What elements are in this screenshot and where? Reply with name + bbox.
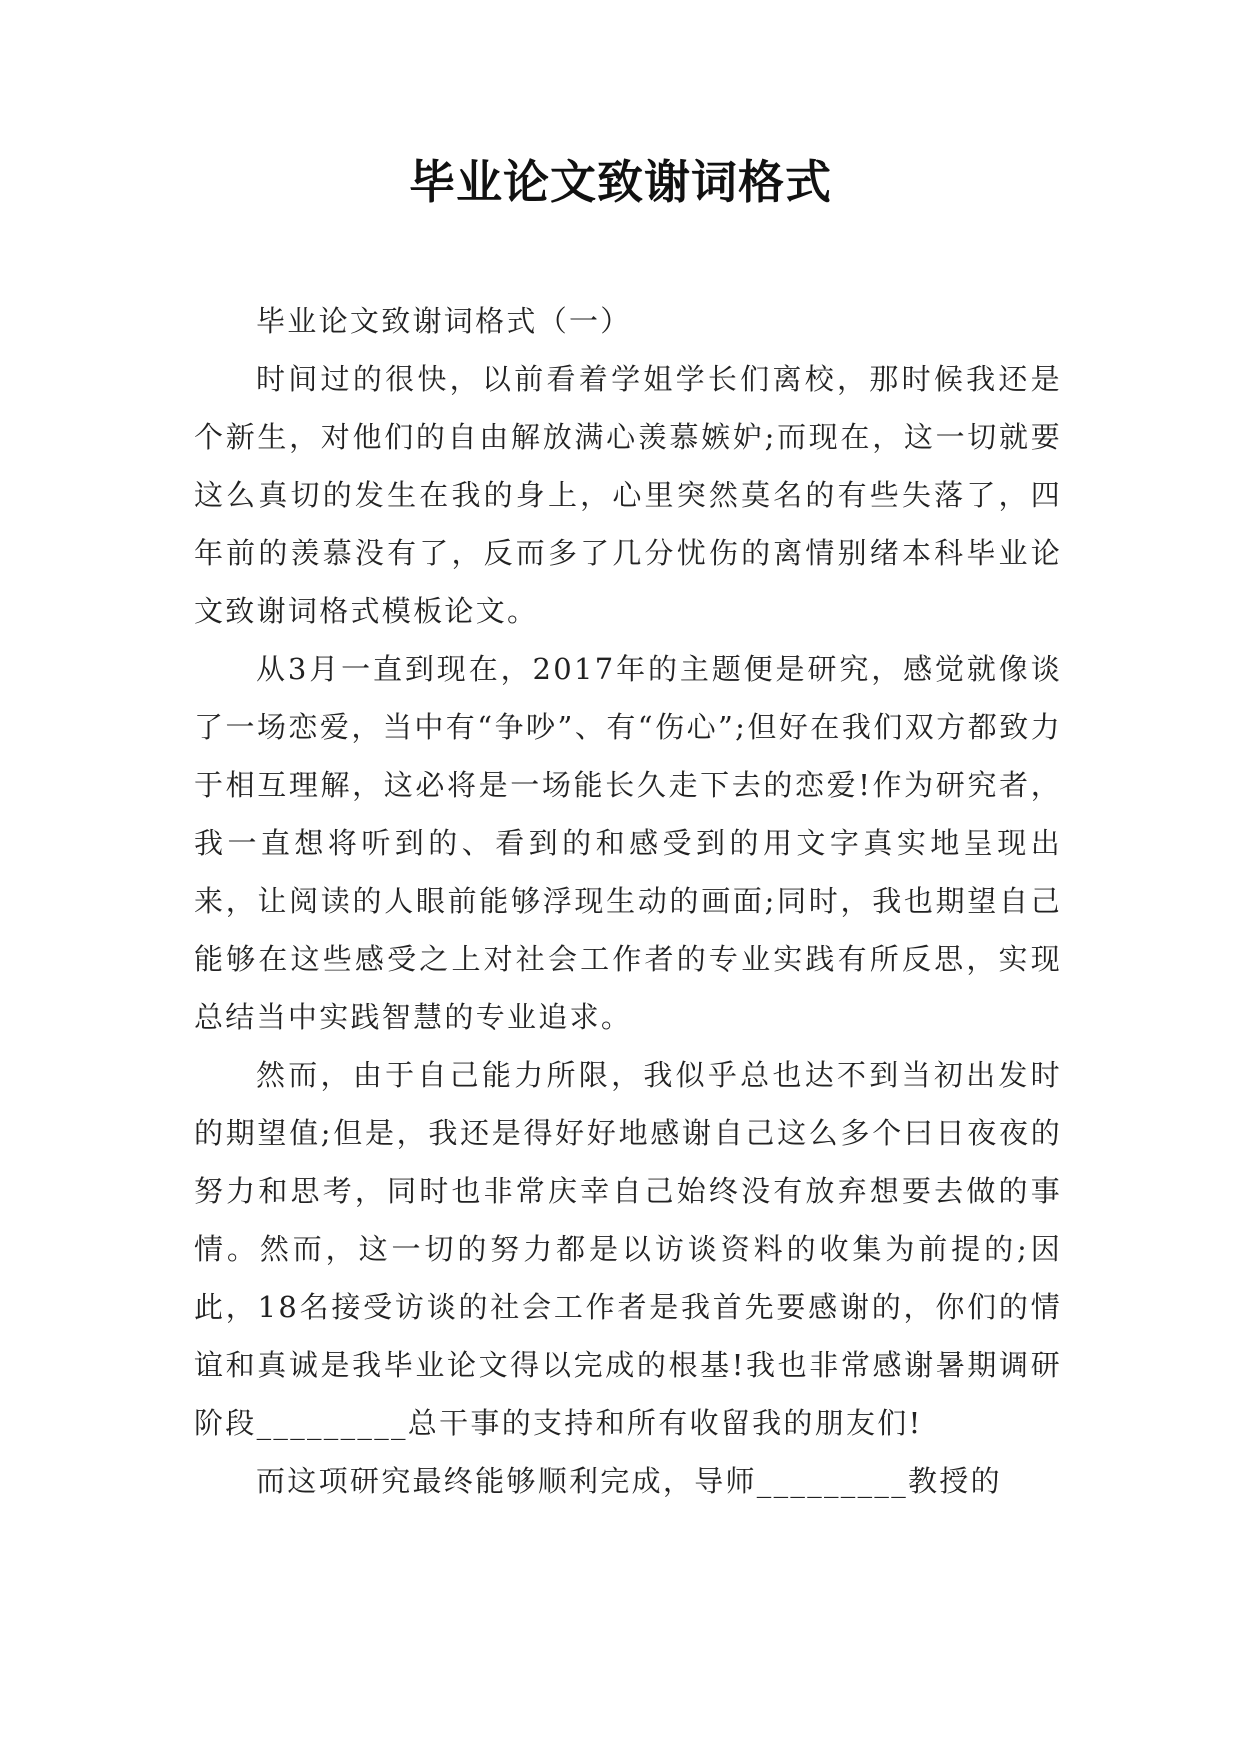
paragraph-heading: 毕业论文致谢词格式（一） — [256, 304, 632, 338]
document-title: 毕业论文致谢词格式 — [409, 155, 832, 209]
paragraph: 而这项研究最终能够顺利完成，导师_________教授的 — [256, 1464, 1002, 1498]
paragraph: 然而，由于自己能力所限，我似乎总也达不到当初出发时的期望值;但是，我还是得好好地感谢自己这么多个曰日夜夜的努力和思考，同时也非常庆幸自己始终没有放弃想要去做的事情。然而，这一切的努力都是以访谈资料的收集为前提的;因此，18名接受访谈的社会工作者是我首先要感谢的，你们的情谊和真诚是我毕业论文得以完成的根基!我也非常感谢暑期调研阶段_________总干事的支持和所有收留我的朋友们! — [194, 1058, 1062, 1440]
paragraph: 从3月一直到现在，2017年的主题便是研究，感觉就像谈了一场恋爱，当中有“争吵”、有“伤心”;但好在我们双方都致力于相互理解，这必将是一场能长久走下去的恋爱!作为研究者，我一直想将听到的、看到的和感受到的用文字真实地呈现出来，让阅读的人眼前能够浮现生动的画面;同时，我也期望自己能够在这些感受之上对社会工作者的专业实践有所反思，实现总结当中实践智慧的专业追求。 — [194, 652, 1062, 1034]
document-body — [194, 292, 1062, 1510]
paragraph: 时间过的很快，以前看着学姐学长们离校，那时候我还是个新生，对他们的自由解放满心羡慕嫉妒;而现在，这一切就要这么真切的发生在我的身上，心里突然莫名的有些失落了，四年前的羡慕没有了，反而多了几分忧伤的离情别绪本科毕业论文致谢词格式模板论文。 — [194, 362, 1062, 628]
